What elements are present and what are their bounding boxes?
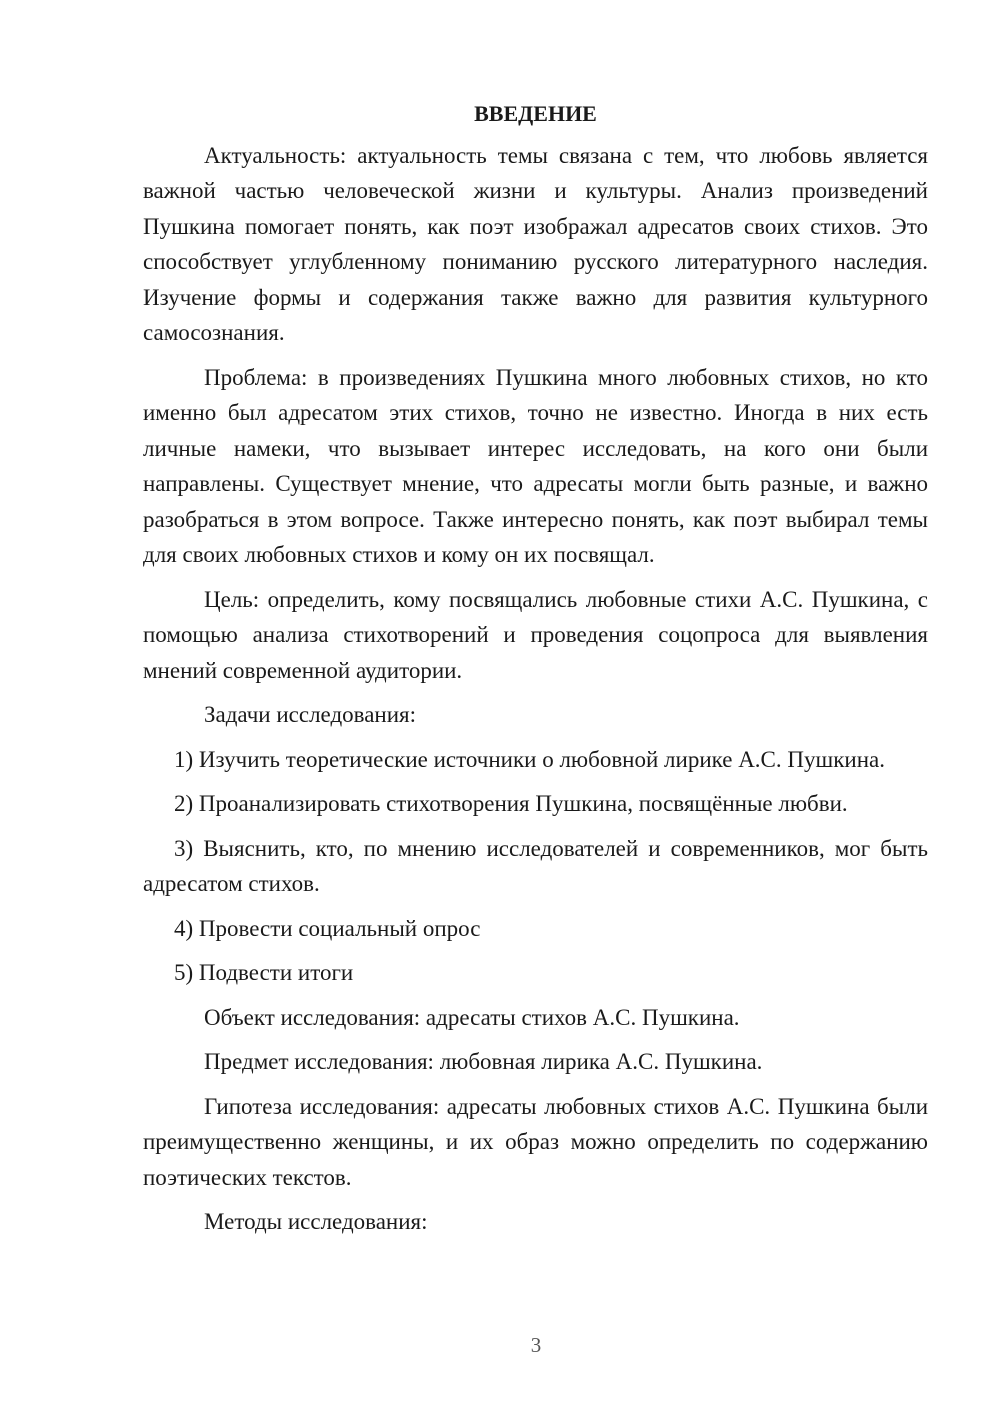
paragraph-object: Объект исследования: адресаты стихов А.С. Пушкина.	[204, 1004, 740, 1030]
paragraph-subject: Предмет исследования: любовная лирика А.С. Пушкина.	[204, 1049, 763, 1074]
task-item-3: 3) Выяснить, кто, по мнению исследователей и современников, мог быть адресатом стихов.	[143, 835, 928, 896]
task-item-1: 1) Изучить теоретические источники о любовной лирике А.С. Пушкина.	[174, 746, 885, 772]
section-title: ВВЕДЕНИЕ	[474, 101, 597, 126]
paragraph-relevance: Актуальность: актуальность темы связана с тем, что любовь является важной частью человеческой жизни и культуры. Анализ произведений Пушкина помогает понять, как поэт изображал адресатов своих стихов. Это способствует углубленному пониманию русского литературного наследия. Изучение формы и содержания также важно для развития культурного самосознания.	[143, 142, 928, 345]
paragraph-hypothesis: Гипотеза исследования: адресаты любовных стихов А.С. Пушкина были преимущественно женщины, и их образ можно определить по содержанию поэтических текстов.	[143, 1093, 928, 1190]
page-content	[143, 96, 928, 1249]
task-item-4: 4) Провести социальный опрос	[174, 915, 481, 941]
paragraph-problem: Проблема: в произведениях Пушкина много любовных стихов, но кто именно был адресатом этих стихов, точно не известно. Иногда в них есть личные намеки, что вызывает интерес исследовать, на кого они были направлены. Существует мнение, что адресаты могли быть разные, и важно разобраться в этом вопросе. Также интересно понять, как поэт выбирал темы для своих любовных стихов и кому он их посвящал.	[143, 364, 928, 567]
page-number: 3	[530, 1333, 542, 1357]
task-item-2: 2) Проанализировать стихотворения Пушкина, посвящённые любви.	[174, 791, 848, 816]
paragraph-methods: Методы исследования:	[204, 1209, 428, 1234]
paragraph-tasks-heading: Задачи исследования:	[204, 702, 417, 727]
paragraph-goal: Цель: определить, кому посвящались любовные стихи А.С. Пушкина, с помощью анализа стихотворений и проведения соцопроса для выявления мнений современной аудитории.	[143, 586, 928, 683]
task-item-5: 5) Подвести итоги	[174, 960, 354, 985]
